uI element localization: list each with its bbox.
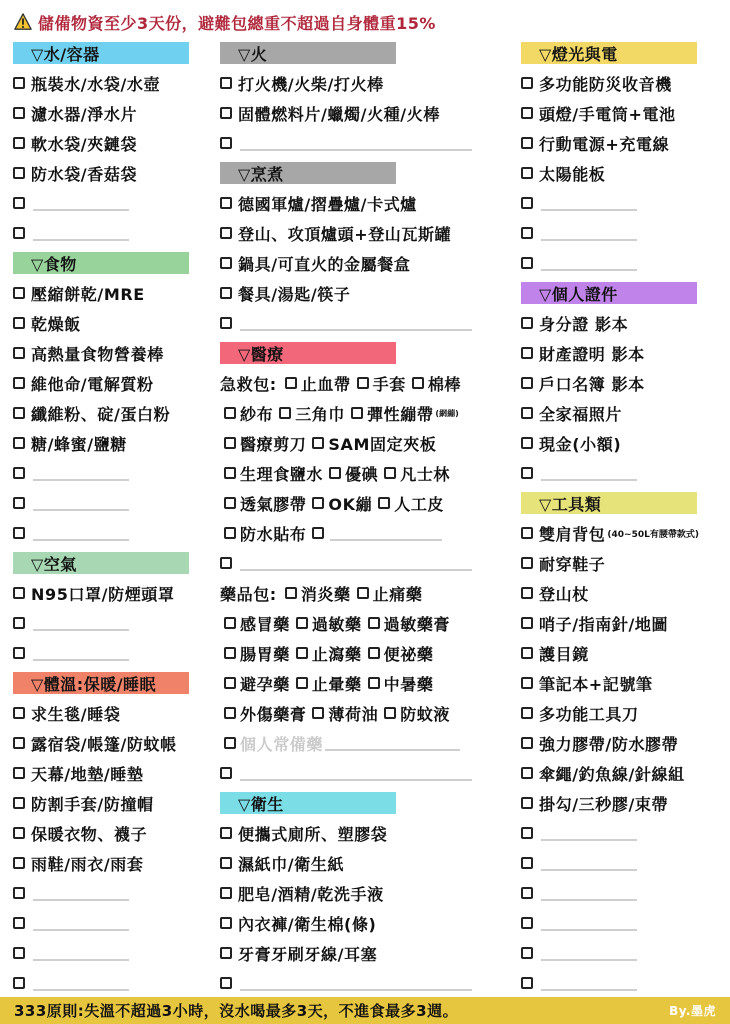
checkbox[interactable] (521, 767, 533, 779)
category-id-documents: ▽個人證件 (521, 282, 697, 304)
checklist-item[interactable]: 纖維粉、碇/蛋白粉 (13, 398, 225, 428)
checklist-item[interactable]: 德國軍爐/摺疊爐/卡式爐 (220, 188, 516, 218)
drug-kit-label: 藥品包: (220, 584, 277, 604)
checkbox[interactable] (224, 527, 236, 539)
blank-item[interactable] (220, 968, 516, 998)
checklist-item[interactable]: 防水袋/香菇袋 (13, 158, 225, 188)
checkbox[interactable] (329, 467, 341, 479)
blank-item[interactable] (521, 968, 730, 998)
checkbox[interactable] (224, 647, 236, 659)
checkbox[interactable] (220, 137, 232, 149)
blank-line[interactable] (240, 149, 472, 151)
category-food: ▽食物 (13, 252, 189, 274)
checkbox[interactable] (13, 497, 25, 509)
checkbox[interactable] (357, 377, 369, 389)
checkbox[interactable] (521, 797, 533, 809)
checklist-item[interactable]: 掛勾/三秒膠/束帶 (521, 788, 730, 818)
first-aid-kit-label: 急救包: (220, 374, 277, 394)
checkbox[interactable] (521, 977, 533, 989)
checkbox[interactable] (521, 587, 533, 599)
checkbox[interactable] (521, 947, 533, 959)
checkbox[interactable] (224, 677, 236, 689)
checklist-item[interactable]: 登山、攻頂爐頭+登山瓦斯罐 (220, 218, 516, 248)
checkbox[interactable] (296, 677, 308, 689)
blank-line[interactable] (541, 869, 637, 871)
checkbox[interactable] (13, 437, 25, 449)
blank-item[interactable] (13, 518, 225, 548)
blank-item[interactable] (13, 188, 225, 218)
category-light-power: ▽燈光與電 (521, 42, 697, 64)
checkbox[interactable] (521, 557, 533, 569)
checklist-item[interactable]: 防割手套/防撞帽 (13, 788, 225, 818)
blank-item[interactable] (13, 638, 225, 668)
checkbox[interactable] (13, 77, 25, 89)
checkbox[interactable] (521, 857, 533, 869)
blank-line[interactable] (240, 989, 472, 991)
checkbox[interactable] (13, 977, 25, 989)
warning-icon (14, 13, 32, 31)
blank-item[interactable] (521, 458, 730, 488)
checkbox[interactable] (220, 887, 232, 899)
checklist-item[interactable]: 軟水袋/夾鏈袋 (13, 128, 225, 158)
category-hygiene: ▽衛生 (220, 792, 396, 814)
checkbox[interactable] (13, 827, 25, 839)
checkbox[interactable] (368, 677, 380, 689)
checklist-item[interactable]: 天幕/地墊/睡墊 (13, 758, 225, 788)
checkbox[interactable] (224, 707, 236, 719)
checkbox[interactable] (220, 317, 232, 329)
checkbox[interactable] (312, 437, 324, 449)
blank-item[interactable] (521, 908, 730, 938)
checkbox[interactable] (13, 197, 25, 209)
category-air: ▽空氣 (13, 552, 189, 574)
blank-line[interactable] (33, 629, 129, 631)
checkbox[interactable] (13, 347, 25, 359)
first-aid-kit-row: 急救包: 止血帶 手套 棉棒 (220, 368, 516, 398)
checklist-item[interactable]: N95口罩/防煙頭罩 (13, 578, 225, 608)
drug-kit-row: 感冒藥 過敏藥 過敏藥膏 (220, 608, 516, 638)
checkbox[interactable] (13, 137, 25, 149)
blank-item[interactable] (220, 128, 516, 158)
checkbox[interactable] (521, 227, 533, 239)
blank-item[interactable] (13, 878, 225, 908)
checklist-item[interactable]: 強力膠帶/防水膠帶 (521, 728, 730, 758)
page-title (14, 9, 436, 35)
checkbox[interactable] (378, 497, 390, 509)
checkbox[interactable] (224, 617, 236, 629)
page-title-text: 儲備物資至少3天份，避難包總重不超過自身體重15% (38, 13, 436, 33)
backpack-note: (40~50L有腰帶款式) (607, 529, 699, 540)
checklist-item[interactable]: 瓶裝水/水袋/水壺 (13, 68, 225, 98)
checkbox[interactable] (13, 527, 25, 539)
blank-item[interactable] (220, 548, 516, 578)
checkbox[interactable] (351, 407, 363, 419)
blank-line[interactable] (541, 239, 637, 241)
category-medical: ▽醫療 (220, 342, 396, 364)
checklist-item[interactable]: 頭燈/手電筒+電池 (521, 98, 730, 128)
checkbox[interactable] (224, 437, 236, 449)
blank-line[interactable] (33, 989, 129, 991)
checkbox[interactable] (521, 437, 533, 449)
checklist-item[interactable]: 濕紙巾/衛生紙 (220, 848, 516, 878)
author-credit: By.墨虎 (669, 1004, 716, 1018)
checkbox[interactable] (412, 377, 424, 389)
checklist-item[interactable]: 內衣褲/衛生棉(條) (220, 908, 516, 938)
checkbox[interactable] (296, 647, 308, 659)
checkbox[interactable] (220, 767, 232, 779)
checkbox[interactable] (13, 107, 25, 119)
category-fire: ▽火 (220, 42, 396, 64)
blank-item[interactable] (521, 248, 730, 278)
checkbox[interactable] (13, 287, 25, 299)
checkbox[interactable] (296, 617, 308, 629)
checkbox[interactable] (224, 737, 236, 749)
category-warmth: ▽體溫:保暖/睡眠 (13, 672, 189, 694)
checkbox[interactable] (521, 737, 533, 749)
checkbox[interactable] (521, 827, 533, 839)
blank-item[interactable] (521, 848, 730, 878)
checkbox[interactable] (384, 707, 396, 719)
checkbox[interactable] (521, 257, 533, 269)
checkbox[interactable] (521, 317, 533, 329)
checklist-item[interactable]: 高熱量食物營養棒 (13, 338, 225, 368)
checkbox[interactable] (220, 857, 232, 869)
checklist-item[interactable]: 糖/蜂蜜/鹽糖 (13, 428, 225, 458)
checkbox[interactable] (285, 377, 297, 389)
category-water: ▽水/容器 (13, 42, 189, 64)
checklist-item[interactable]: 維他命/電解質粉 (13, 368, 225, 398)
checkbox[interactable] (521, 707, 533, 719)
checkbox[interactable] (13, 317, 25, 329)
checklist-item[interactable]: 肥皂/酒精/乾洗手液 (220, 878, 516, 908)
blank-line[interactable] (541, 899, 637, 901)
checklist-item[interactable]: 便攜式廁所、塑膠袋 (220, 818, 516, 848)
checkbox[interactable] (13, 407, 25, 419)
checklist-item[interactable]: 露宿袋/帳篷/防蚊帳 (13, 728, 225, 758)
blank-item[interactable] (521, 938, 730, 968)
footer-rule-bar (0, 997, 730, 1024)
checkbox[interactable] (521, 167, 533, 179)
checkbox[interactable] (521, 347, 533, 359)
checklist-item[interactable]: 身分證 影本 (521, 308, 730, 338)
checkbox[interactable] (13, 917, 25, 929)
checkbox[interactable] (521, 107, 533, 119)
first-aid-kit-row: 防水貼布 (220, 518, 516, 548)
checklist-item[interactable]: 財產證明 影本 (521, 338, 730, 368)
checkbox[interactable] (220, 227, 232, 239)
checkbox[interactable] (220, 107, 232, 119)
checkbox[interactable] (312, 527, 324, 539)
blank-item[interactable] (13, 938, 225, 968)
blank-item[interactable] (13, 488, 225, 518)
blank-item[interactable] (521, 188, 730, 218)
checklist-item[interactable]: 濾水器/淨水片 (13, 98, 225, 128)
checkbox[interactable] (13, 857, 25, 869)
checklist-item[interactable]: 牙膏牙刷牙線/耳塞 (220, 938, 516, 968)
drug-kit-row: 腸胃藥 止瀉藥 便祕藥 (220, 638, 516, 668)
checklist-item[interactable]: 固體燃料片/蠟燭/火種/火棒 (220, 98, 516, 128)
column-3 (521, 38, 730, 998)
blank-item[interactable] (13, 458, 225, 488)
checkbox[interactable] (220, 977, 232, 989)
checkbox[interactable] (521, 917, 533, 929)
blank-line[interactable] (33, 539, 129, 541)
checkbox[interactable] (285, 587, 297, 599)
blank-line[interactable] (330, 539, 442, 541)
checkbox[interactable] (521, 647, 533, 659)
blank-item[interactable] (13, 218, 225, 248)
blank-line[interactable] (325, 749, 460, 751)
checkbox[interactable] (220, 947, 232, 959)
blank-line[interactable] (541, 839, 637, 841)
personal-medicine-placeholder[interactable]: 個人常備藥 (240, 734, 324, 754)
checklist-item[interactable]: 多功能防災收音機 (521, 68, 730, 98)
checkbox[interactable] (312, 707, 324, 719)
checkbox[interactable] (220, 77, 232, 89)
first-aid-kit-row: 透氣膠帶 OK繃 人工皮 (220, 488, 516, 518)
blank-line[interactable] (33, 929, 129, 931)
blank-item[interactable] (521, 878, 730, 908)
drug-kit-row: 藥品包: 消炎藥 止痛藥 (220, 578, 516, 608)
blank-line[interactable] (33, 899, 129, 901)
checkbox[interactable] (220, 827, 232, 839)
checklist-item[interactable]: 太陽能板 (521, 158, 730, 188)
checkbox[interactable] (13, 647, 25, 659)
bandage-note: (網繃) (435, 408, 459, 418)
blank-line[interactable] (541, 479, 637, 481)
checkbox[interactable] (13, 797, 25, 809)
blank-line[interactable] (541, 989, 637, 991)
checkbox[interactable] (13, 227, 25, 239)
checklist-item[interactable]: 乾燥飯 (13, 308, 225, 338)
column-1 (13, 38, 225, 998)
blank-line[interactable] (33, 509, 129, 511)
checklist-item[interactable]: 現金(小額) (521, 428, 730, 458)
rule-333-text: 333原則:失溫不超過3小時，沒水喝最多3天，不進食最多3週。 (14, 1002, 459, 1020)
checkbox[interactable] (13, 887, 25, 899)
checkbox[interactable] (13, 167, 25, 179)
category-cooking: ▽烹煮 (220, 162, 396, 184)
column-2 (220, 38, 516, 998)
checkbox[interactable] (220, 287, 232, 299)
first-aid-kit-row: 醫療剪刀 SAM固定夾板 (220, 428, 516, 458)
checkbox[interactable] (521, 137, 533, 149)
checkbox[interactable] (521, 467, 533, 479)
checkbox[interactable] (312, 497, 324, 509)
blank-line[interactable] (541, 959, 637, 961)
blank-line[interactable] (33, 959, 129, 961)
checkbox[interactable] (521, 527, 533, 539)
checkbox[interactable] (368, 647, 380, 659)
checkbox[interactable] (13, 767, 25, 779)
checkbox[interactable] (13, 737, 25, 749)
first-aid-kit-row: 紗布 三角巾 彈性繃帶 (網繃) (220, 398, 516, 428)
drug-kit-row: 避孕藥 止暈藥 中暑藥 (220, 668, 516, 698)
checklist-item[interactable]: 哨子/指南針/地圖 (521, 608, 730, 638)
checkbox[interactable] (521, 617, 533, 629)
blank-line[interactable] (240, 569, 472, 571)
blank-line[interactable] (33, 239, 129, 241)
checkbox[interactable] (13, 947, 25, 959)
checkbox[interactable] (13, 377, 25, 389)
checklist-item[interactable]: 多功能工具刀 (521, 698, 730, 728)
checklist-item[interactable]: 登山杖 (521, 578, 730, 608)
checkbox[interactable] (521, 407, 533, 419)
blank-line[interactable] (541, 929, 637, 931)
checkbox[interactable] (13, 707, 25, 719)
checklist-item[interactable]: 雨鞋/雨衣/雨套 (13, 848, 225, 878)
personal-medicine-row[interactable] (220, 728, 516, 758)
checklist-item[interactable]: 求生毯/睡袋 (13, 698, 225, 728)
blank-line[interactable] (33, 659, 129, 661)
checkbox[interactable] (384, 467, 396, 479)
checklist-item[interactable]: 傘繩/釣魚線/針線組 (521, 758, 730, 788)
checklist-item[interactable]: 筆記本+記號筆 (521, 668, 730, 698)
checklist-item[interactable]: 鍋具/可直火的金屬餐盒 (220, 248, 516, 278)
blank-line[interactable] (541, 209, 637, 211)
checkbox[interactable] (521, 377, 533, 389)
checkbox[interactable] (220, 197, 232, 209)
blank-item[interactable] (13, 968, 225, 998)
blank-line[interactable] (541, 269, 637, 271)
checkbox[interactable] (220, 917, 232, 929)
checkbox[interactable] (368, 617, 380, 629)
checkbox[interactable] (279, 407, 291, 419)
checkbox[interactable] (521, 887, 533, 899)
checkbox[interactable] (13, 467, 25, 479)
category-tools: ▽工具類 (521, 492, 697, 514)
checkbox[interactable] (220, 257, 232, 269)
blank-item[interactable] (13, 908, 225, 938)
checklist-item[interactable]: 行動電源+充電線 (521, 128, 730, 158)
checklist-item[interactable]: 耐穿鞋子 (521, 548, 730, 578)
checkbox[interactable] (13, 617, 25, 629)
blank-line[interactable] (33, 479, 129, 481)
blank-item[interactable] (220, 308, 516, 338)
checkbox[interactable] (521, 77, 533, 89)
checkbox[interactable] (220, 557, 232, 569)
drug-kit-row: 外傷藥膏 薄荷油 防蚊液 (220, 698, 516, 728)
blank-line[interactable] (240, 329, 472, 331)
checklist-item[interactable]: 全家福照片 (521, 398, 730, 428)
checkbox[interactable] (357, 587, 369, 599)
blank-line[interactable] (33, 209, 129, 211)
checkbox[interactable] (224, 407, 236, 419)
blank-item[interactable] (13, 608, 225, 638)
checklist-item[interactable]: 護目鏡 (521, 638, 730, 668)
checklist-item[interactable]: 打火機/火柴/打火棒 (220, 68, 516, 98)
checklist-item[interactable]: 戶口名簿 影本 (521, 368, 730, 398)
checkbox[interactable] (224, 467, 236, 479)
blank-item[interactable] (220, 758, 516, 788)
blank-line[interactable] (240, 779, 472, 781)
blank-item[interactable] (521, 218, 730, 248)
checkbox[interactable] (224, 497, 236, 509)
checklist-item[interactable]: 雙肩背包 (40~50L有腰帶款式) (521, 518, 730, 548)
checklist-item[interactable]: 餐具/湯匙/筷子 (220, 278, 516, 308)
checkbox[interactable] (521, 197, 533, 209)
checkbox[interactable] (13, 587, 25, 599)
checklist-item[interactable]: 保暖衣物、襪子 (13, 818, 225, 848)
first-aid-kit-row: 生理食鹽水 優碘 凡士林 (220, 458, 516, 488)
checklist-item[interactable]: 壓縮餅乾/MRE (13, 278, 225, 308)
checkbox[interactable] (521, 677, 533, 689)
blank-item[interactable] (521, 818, 730, 848)
